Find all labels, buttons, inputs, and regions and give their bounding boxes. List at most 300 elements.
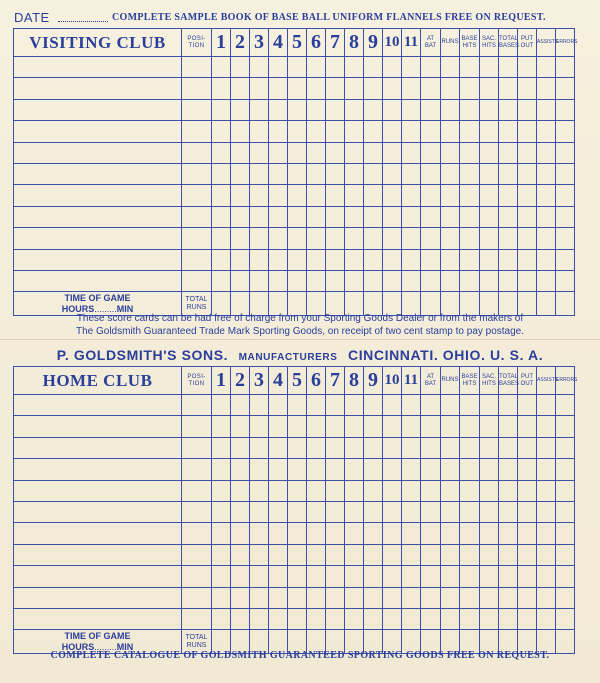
hours-field-dots[interactable]: ......... bbox=[94, 303, 117, 314]
score-cell[interactable] bbox=[364, 523, 383, 544]
score-cell[interactable] bbox=[231, 459, 250, 480]
score-cell[interactable] bbox=[499, 608, 518, 629]
score-cell[interactable] bbox=[14, 270, 182, 291]
score-cell[interactable] bbox=[421, 249, 441, 270]
score-cell[interactable] bbox=[212, 163, 231, 184]
score-cell[interactable] bbox=[14, 249, 182, 270]
score-cell[interactable] bbox=[307, 608, 326, 629]
score-cell[interactable] bbox=[499, 99, 518, 120]
score-cell[interactable] bbox=[250, 480, 269, 501]
score-cell[interactable] bbox=[345, 395, 364, 416]
score-cell[interactable] bbox=[212, 523, 231, 544]
score-cell[interactable] bbox=[288, 99, 307, 120]
score-cell[interactable] bbox=[556, 480, 575, 501]
score-cell[interactable] bbox=[364, 228, 383, 249]
score-cell[interactable] bbox=[421, 523, 441, 544]
score-cell[interactable] bbox=[14, 395, 182, 416]
score-cell[interactable] bbox=[499, 459, 518, 480]
score-cell[interactable] bbox=[250, 608, 269, 629]
score-cell[interactable] bbox=[480, 249, 499, 270]
score-cell[interactable] bbox=[556, 587, 575, 608]
score-cell[interactable] bbox=[402, 544, 421, 565]
score-cell[interactable] bbox=[518, 249, 537, 270]
score-cell[interactable] bbox=[212, 395, 231, 416]
score-cell[interactable] bbox=[288, 437, 307, 458]
score-cell[interactable] bbox=[383, 395, 402, 416]
score-cell[interactable] bbox=[402, 185, 421, 206]
score-cell[interactable] bbox=[364, 78, 383, 99]
score-cell[interactable] bbox=[345, 480, 364, 501]
score-cell[interactable] bbox=[364, 163, 383, 184]
score-cell[interactable] bbox=[307, 99, 326, 120]
score-cell[interactable] bbox=[460, 270, 480, 291]
score-cell[interactable] bbox=[480, 416, 499, 437]
score-cell[interactable] bbox=[537, 249, 556, 270]
score-cell[interactable] bbox=[269, 185, 288, 206]
score-cell[interactable] bbox=[307, 163, 326, 184]
score-cell[interactable] bbox=[499, 163, 518, 184]
score-cell[interactable] bbox=[556, 57, 575, 78]
score-cell[interactable] bbox=[499, 249, 518, 270]
score-cell[interactable] bbox=[537, 99, 556, 120]
score-cell[interactable] bbox=[326, 566, 345, 587]
score-cell[interactable] bbox=[441, 480, 460, 501]
score-cell[interactable] bbox=[402, 270, 421, 291]
score-cell[interactable] bbox=[212, 185, 231, 206]
score-cell[interactable] bbox=[182, 163, 212, 184]
score-cell[interactable] bbox=[182, 78, 212, 99]
score-cell[interactable] bbox=[212, 459, 231, 480]
score-cell[interactable] bbox=[460, 437, 480, 458]
score-cell[interactable] bbox=[250, 544, 269, 565]
score-cell[interactable] bbox=[182, 57, 212, 78]
score-cell[interactable] bbox=[441, 501, 460, 522]
score-cell[interactable] bbox=[269, 57, 288, 78]
score-cell[interactable] bbox=[460, 608, 480, 629]
score-cell[interactable] bbox=[383, 78, 402, 99]
score-cell[interactable] bbox=[537, 270, 556, 291]
score-cell[interactable] bbox=[182, 99, 212, 120]
score-cell[interactable] bbox=[326, 185, 345, 206]
score-cell[interactable] bbox=[307, 78, 326, 99]
score-cell[interactable] bbox=[364, 416, 383, 437]
score-cell[interactable] bbox=[383, 566, 402, 587]
score-cell[interactable] bbox=[402, 395, 421, 416]
score-cell[interactable] bbox=[14, 544, 182, 565]
score-cell[interactable] bbox=[556, 416, 575, 437]
score-cell[interactable] bbox=[14, 608, 182, 629]
score-cell[interactable] bbox=[307, 185, 326, 206]
score-cell[interactable] bbox=[307, 121, 326, 142]
score-cell[interactable] bbox=[231, 121, 250, 142]
score-cell[interactable] bbox=[383, 437, 402, 458]
score-cell[interactable] bbox=[518, 206, 537, 227]
score-cell[interactable] bbox=[518, 163, 537, 184]
score-cell[interactable] bbox=[441, 163, 460, 184]
score-cell[interactable] bbox=[182, 416, 212, 437]
score-cell[interactable] bbox=[518, 228, 537, 249]
score-cell[interactable] bbox=[364, 395, 383, 416]
score-cell[interactable] bbox=[250, 163, 269, 184]
score-cell[interactable] bbox=[421, 395, 441, 416]
score-cell[interactable] bbox=[345, 142, 364, 163]
score-cell[interactable] bbox=[231, 566, 250, 587]
score-cell[interactable] bbox=[212, 228, 231, 249]
score-cell[interactable] bbox=[556, 163, 575, 184]
score-cell[interactable] bbox=[14, 142, 182, 163]
score-cell[interactable] bbox=[326, 78, 345, 99]
score-cell[interactable] bbox=[14, 501, 182, 522]
score-cell[interactable] bbox=[556, 206, 575, 227]
score-cell[interactable] bbox=[421, 587, 441, 608]
score-cell[interactable] bbox=[212, 270, 231, 291]
score-cell[interactable] bbox=[460, 78, 480, 99]
score-cell[interactable] bbox=[288, 459, 307, 480]
score-cell[interactable] bbox=[441, 587, 460, 608]
score-cell[interactable] bbox=[421, 228, 441, 249]
score-cell[interactable] bbox=[212, 544, 231, 565]
score-cell[interactable] bbox=[537, 544, 556, 565]
score-cell[interactable] bbox=[460, 587, 480, 608]
score-cell[interactable] bbox=[460, 185, 480, 206]
score-cell[interactable] bbox=[499, 206, 518, 227]
score-cell[interactable] bbox=[212, 608, 231, 629]
score-cell[interactable] bbox=[518, 501, 537, 522]
score-cell[interactable] bbox=[441, 206, 460, 227]
score-cell[interactable] bbox=[402, 99, 421, 120]
score-cell[interactable] bbox=[250, 228, 269, 249]
score-cell[interactable] bbox=[307, 142, 326, 163]
score-cell[interactable] bbox=[288, 480, 307, 501]
score-cell[interactable] bbox=[326, 163, 345, 184]
score-cell[interactable] bbox=[182, 608, 212, 629]
score-cell[interactable] bbox=[556, 78, 575, 99]
score-cell[interactable] bbox=[182, 437, 212, 458]
score-cell[interactable] bbox=[14, 78, 182, 99]
score-cell[interactable] bbox=[326, 523, 345, 544]
score-cell[interactable] bbox=[499, 121, 518, 142]
score-cell[interactable] bbox=[288, 608, 307, 629]
score-cell[interactable] bbox=[307, 587, 326, 608]
score-cell[interactable] bbox=[231, 99, 250, 120]
score-cell[interactable] bbox=[288, 544, 307, 565]
score-cell[interactable] bbox=[231, 163, 250, 184]
score-cell[interactable] bbox=[480, 99, 499, 120]
score-cell[interactable] bbox=[250, 99, 269, 120]
score-cell[interactable] bbox=[231, 270, 250, 291]
score-cell[interactable] bbox=[460, 57, 480, 78]
score-cell[interactable] bbox=[441, 121, 460, 142]
score-cell[interactable] bbox=[288, 249, 307, 270]
score-cell[interactable] bbox=[307, 57, 326, 78]
score-cell[interactable] bbox=[480, 501, 499, 522]
score-cell[interactable] bbox=[364, 206, 383, 227]
score-cell[interactable] bbox=[480, 608, 499, 629]
score-cell[interactable] bbox=[556, 608, 575, 629]
score-cell[interactable] bbox=[231, 57, 250, 78]
score-cell[interactable] bbox=[212, 57, 231, 78]
score-cell[interactable] bbox=[231, 416, 250, 437]
score-cell[interactable] bbox=[364, 480, 383, 501]
score-cell[interactable] bbox=[499, 78, 518, 99]
score-cell[interactable] bbox=[212, 99, 231, 120]
score-cell[interactable] bbox=[182, 228, 212, 249]
score-cell[interactable] bbox=[383, 99, 402, 120]
score-cell[interactable] bbox=[421, 163, 441, 184]
score-cell[interactable] bbox=[460, 249, 480, 270]
score-cell[interactable] bbox=[231, 587, 250, 608]
score-cell[interactable] bbox=[421, 608, 441, 629]
score-cell[interactable] bbox=[518, 395, 537, 416]
score-cell[interactable] bbox=[250, 206, 269, 227]
score-cell[interactable] bbox=[14, 416, 182, 437]
score-cell[interactable] bbox=[326, 99, 345, 120]
score-cell[interactable] bbox=[231, 78, 250, 99]
score-cell[interactable] bbox=[212, 142, 231, 163]
score-cell[interactable] bbox=[537, 78, 556, 99]
score-cell[interactable] bbox=[460, 416, 480, 437]
score-cell[interactable] bbox=[212, 480, 231, 501]
hours-field-dots[interactable]: ......... bbox=[94, 641, 117, 652]
score-cell[interactable] bbox=[269, 99, 288, 120]
score-cell[interactable] bbox=[326, 480, 345, 501]
score-cell[interactable] bbox=[441, 395, 460, 416]
score-cell[interactable] bbox=[499, 57, 518, 78]
score-cell[interactable] bbox=[441, 416, 460, 437]
score-cell[interactable] bbox=[269, 501, 288, 522]
score-cell[interactable] bbox=[480, 523, 499, 544]
score-cell[interactable] bbox=[307, 544, 326, 565]
score-cell[interactable] bbox=[402, 587, 421, 608]
score-cell[interactable] bbox=[537, 608, 556, 629]
score-cell[interactable] bbox=[182, 566, 212, 587]
score-cell[interactable] bbox=[460, 228, 480, 249]
score-cell[interactable] bbox=[269, 416, 288, 437]
score-cell[interactable] bbox=[231, 437, 250, 458]
score-cell[interactable] bbox=[480, 206, 499, 227]
score-cell[interactable] bbox=[345, 99, 364, 120]
score-cell[interactable] bbox=[537, 480, 556, 501]
score-cell[interactable] bbox=[14, 228, 182, 249]
score-cell[interactable] bbox=[556, 459, 575, 480]
score-cell[interactable] bbox=[250, 185, 269, 206]
score-cell[interactable] bbox=[480, 78, 499, 99]
score-cell[interactable] bbox=[231, 501, 250, 522]
score-cell[interactable] bbox=[402, 501, 421, 522]
score-cell[interactable] bbox=[269, 437, 288, 458]
score-cell[interactable] bbox=[269, 523, 288, 544]
score-cell[interactable] bbox=[499, 480, 518, 501]
score-cell[interactable] bbox=[326, 395, 345, 416]
score-cell[interactable] bbox=[441, 99, 460, 120]
score-cell[interactable] bbox=[441, 437, 460, 458]
score-cell[interactable] bbox=[441, 228, 460, 249]
score-cell[interactable] bbox=[250, 395, 269, 416]
score-cell[interactable] bbox=[402, 228, 421, 249]
score-cell[interactable] bbox=[460, 99, 480, 120]
score-cell[interactable] bbox=[307, 270, 326, 291]
score-cell[interactable] bbox=[182, 121, 212, 142]
score-cell[interactable] bbox=[480, 437, 499, 458]
score-cell[interactable] bbox=[402, 480, 421, 501]
score-cell[interactable] bbox=[480, 121, 499, 142]
score-cell[interactable] bbox=[480, 566, 499, 587]
score-cell[interactable] bbox=[480, 163, 499, 184]
score-cell[interactable] bbox=[326, 544, 345, 565]
score-cell[interactable] bbox=[231, 142, 250, 163]
score-cell[interactable] bbox=[288, 142, 307, 163]
score-cell[interactable] bbox=[326, 270, 345, 291]
score-cell[interactable] bbox=[307, 437, 326, 458]
score-cell[interactable] bbox=[480, 459, 499, 480]
score-cell[interactable] bbox=[250, 501, 269, 522]
score-cell[interactable] bbox=[537, 587, 556, 608]
score-cell[interactable] bbox=[480, 228, 499, 249]
score-cell[interactable] bbox=[288, 395, 307, 416]
score-cell[interactable] bbox=[383, 185, 402, 206]
score-cell[interactable] bbox=[441, 57, 460, 78]
score-cell[interactable] bbox=[402, 206, 421, 227]
score-cell[interactable] bbox=[383, 608, 402, 629]
score-cell[interactable] bbox=[212, 501, 231, 522]
score-cell[interactable] bbox=[421, 185, 441, 206]
score-cell[interactable] bbox=[250, 78, 269, 99]
score-cell[interactable] bbox=[231, 523, 250, 544]
score-cell[interactable] bbox=[364, 587, 383, 608]
score-cell[interactable] bbox=[345, 228, 364, 249]
score-cell[interactable] bbox=[537, 416, 556, 437]
score-cell[interactable] bbox=[345, 501, 364, 522]
score-cell[interactable] bbox=[326, 501, 345, 522]
score-cell[interactable] bbox=[212, 566, 231, 587]
score-cell[interactable] bbox=[269, 395, 288, 416]
score-cell[interactable] bbox=[441, 270, 460, 291]
score-cell[interactable] bbox=[307, 249, 326, 270]
score-cell[interactable] bbox=[269, 78, 288, 99]
score-cell[interactable] bbox=[402, 163, 421, 184]
score-cell[interactable] bbox=[537, 228, 556, 249]
score-cell[interactable] bbox=[345, 544, 364, 565]
score-cell[interactable] bbox=[269, 142, 288, 163]
score-cell[interactable] bbox=[231, 249, 250, 270]
score-cell[interactable] bbox=[250, 142, 269, 163]
score-cell[interactable] bbox=[402, 459, 421, 480]
score-cell[interactable] bbox=[441, 608, 460, 629]
score-cell[interactable] bbox=[250, 523, 269, 544]
score-cell[interactable] bbox=[460, 121, 480, 142]
score-cell[interactable] bbox=[326, 608, 345, 629]
score-cell[interactable] bbox=[480, 142, 499, 163]
score-cell[interactable] bbox=[537, 395, 556, 416]
score-cell[interactable] bbox=[307, 416, 326, 437]
score-cell[interactable] bbox=[480, 270, 499, 291]
score-cell[interactable] bbox=[460, 163, 480, 184]
score-cell[interactable] bbox=[182, 395, 212, 416]
score-cell[interactable] bbox=[307, 566, 326, 587]
score-cell[interactable] bbox=[345, 249, 364, 270]
score-cell[interactable] bbox=[537, 523, 556, 544]
score-cell[interactable] bbox=[212, 206, 231, 227]
score-cell[interactable] bbox=[499, 185, 518, 206]
score-cell[interactable] bbox=[441, 523, 460, 544]
score-cell[interactable] bbox=[182, 587, 212, 608]
score-cell[interactable] bbox=[518, 544, 537, 565]
score-cell[interactable] bbox=[14, 437, 182, 458]
score-cell[interactable] bbox=[182, 249, 212, 270]
score-cell[interactable] bbox=[269, 121, 288, 142]
score-cell[interactable] bbox=[364, 501, 383, 522]
score-cell[interactable] bbox=[250, 249, 269, 270]
score-cell[interactable] bbox=[480, 480, 499, 501]
score-cell[interactable] bbox=[231, 544, 250, 565]
score-cell[interactable] bbox=[383, 544, 402, 565]
score-cell[interactable] bbox=[231, 480, 250, 501]
score-cell[interactable] bbox=[288, 587, 307, 608]
score-cell[interactable] bbox=[182, 142, 212, 163]
score-cell[interactable] bbox=[345, 523, 364, 544]
score-cell[interactable] bbox=[499, 544, 518, 565]
score-cell[interactable] bbox=[231, 228, 250, 249]
score-cell[interactable] bbox=[421, 121, 441, 142]
score-cell[interactable] bbox=[402, 57, 421, 78]
score-cell[interactable] bbox=[364, 121, 383, 142]
score-cell[interactable] bbox=[250, 587, 269, 608]
score-cell[interactable] bbox=[250, 459, 269, 480]
score-cell[interactable] bbox=[14, 566, 182, 587]
score-cell[interactable] bbox=[518, 566, 537, 587]
score-cell[interactable] bbox=[383, 57, 402, 78]
score-cell[interactable] bbox=[345, 206, 364, 227]
score-cell[interactable] bbox=[212, 78, 231, 99]
score-cell[interactable] bbox=[518, 459, 537, 480]
score-cell[interactable] bbox=[402, 416, 421, 437]
score-cell[interactable] bbox=[364, 608, 383, 629]
score-cell[interactable] bbox=[537, 501, 556, 522]
score-cell[interactable] bbox=[537, 459, 556, 480]
score-cell[interactable] bbox=[288, 78, 307, 99]
score-cell[interactable] bbox=[182, 185, 212, 206]
score-cell[interactable] bbox=[556, 523, 575, 544]
score-cell[interactable] bbox=[326, 57, 345, 78]
score-cell[interactable] bbox=[421, 437, 441, 458]
score-cell[interactable] bbox=[288, 185, 307, 206]
score-cell[interactable] bbox=[288, 270, 307, 291]
score-cell[interactable] bbox=[383, 206, 402, 227]
score-cell[interactable] bbox=[499, 501, 518, 522]
score-cell[interactable] bbox=[212, 437, 231, 458]
score-cell[interactable] bbox=[383, 459, 402, 480]
score-cell[interactable] bbox=[250, 121, 269, 142]
score-cell[interactable] bbox=[441, 249, 460, 270]
score-cell[interactable] bbox=[518, 78, 537, 99]
score-cell[interactable] bbox=[518, 185, 537, 206]
score-cell[interactable] bbox=[421, 57, 441, 78]
score-cell[interactable] bbox=[537, 437, 556, 458]
score-cell[interactable] bbox=[326, 437, 345, 458]
score-cell[interactable] bbox=[421, 142, 441, 163]
score-cell[interactable] bbox=[402, 608, 421, 629]
score-cell[interactable] bbox=[556, 228, 575, 249]
score-cell[interactable] bbox=[518, 416, 537, 437]
score-cell[interactable] bbox=[364, 249, 383, 270]
score-cell[interactable] bbox=[212, 121, 231, 142]
score-cell[interactable] bbox=[383, 249, 402, 270]
score-cell[interactable] bbox=[556, 437, 575, 458]
score-cell[interactable] bbox=[518, 523, 537, 544]
score-cell[interactable] bbox=[421, 78, 441, 99]
score-cell[interactable] bbox=[345, 587, 364, 608]
score-cell[interactable] bbox=[345, 416, 364, 437]
